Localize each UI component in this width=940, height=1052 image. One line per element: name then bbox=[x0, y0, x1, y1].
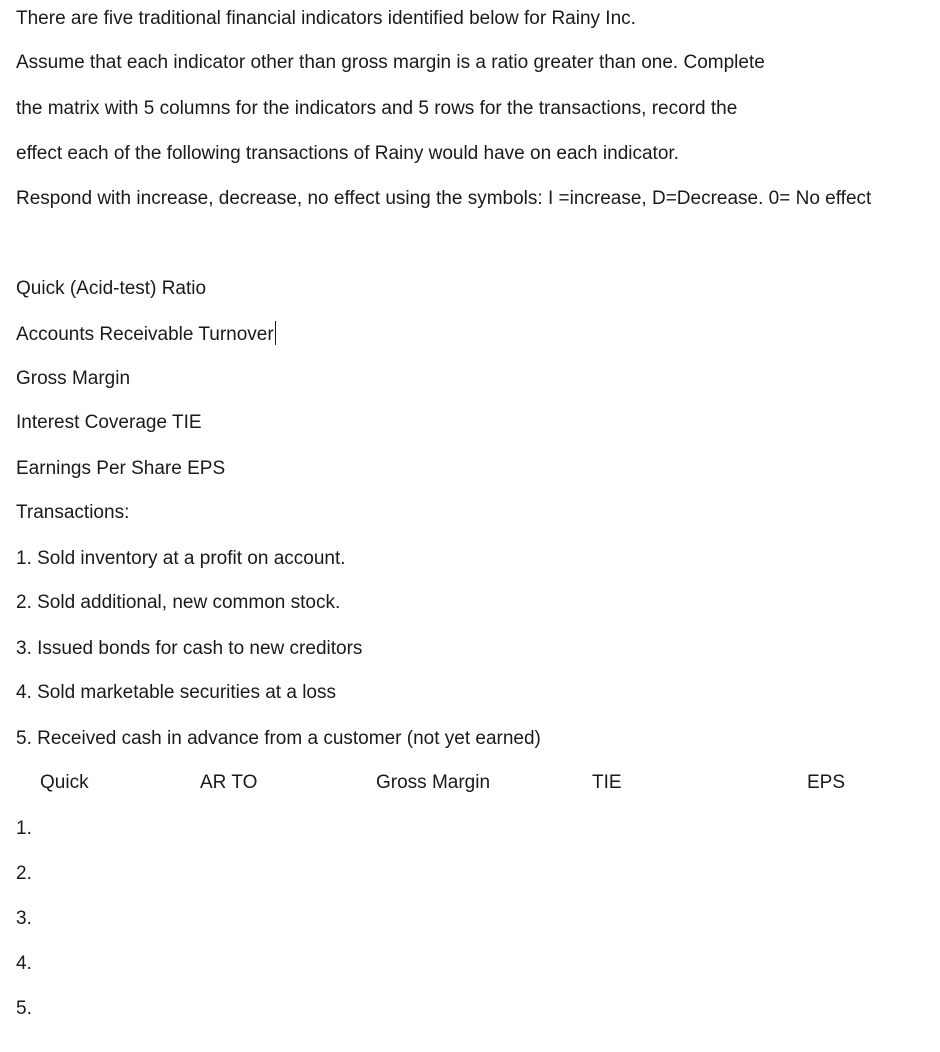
column-header-eps: EPS bbox=[807, 772, 846, 793]
matrix-row-5: 5. bbox=[16, 998, 32, 1019]
indicator-gross-margin: Gross Margin bbox=[16, 368, 131, 389]
column-header-ar-to: AR TO bbox=[200, 772, 258, 793]
transaction-item-3: 3. Issued bonds for cash to new creditors bbox=[16, 638, 363, 659]
transactions-label: Transactions: bbox=[16, 502, 130, 523]
matrix-row-3: 3. bbox=[16, 908, 32, 929]
transaction-item-1: 1. Sold inventory at a profit on account. bbox=[16, 548, 346, 569]
indicator-eps: Earnings Per Share EPS bbox=[16, 458, 226, 479]
column-header-tie: TIE bbox=[592, 772, 622, 793]
intro-line-3: the matrix with 5 columns for the indicators and 5 rows for the transactions, record the bbox=[16, 98, 738, 119]
indicator-quick-ratio: Quick (Acid-test) Ratio bbox=[16, 278, 207, 299]
matrix-row-4: 4. bbox=[16, 953, 32, 974]
matrix-row-2: 2. bbox=[16, 863, 32, 884]
column-header-gross-margin: Gross Margin bbox=[376, 772, 491, 793]
column-header-quick: Quick bbox=[40, 772, 89, 793]
intro-line-1: There are five traditional financial indicators identified below for Rainy Inc. bbox=[16, 8, 636, 29]
indicator-ar-turnover-line[interactable] bbox=[16, 321, 276, 347]
matrix-row-1: 1. bbox=[16, 818, 32, 839]
intro-line-4: effect each of the following transactions of Rainy would have on each indicator. bbox=[16, 143, 679, 164]
text-cursor bbox=[275, 321, 277, 345]
indicator-tie: Interest Coverage TIE bbox=[16, 412, 202, 433]
transaction-item-5: 5. Received cash in advance from a customer (not yet earned) bbox=[16, 728, 541, 749]
intro-line-2: Assume that each indicator other than gross margin is a ratio greater than one. Complete bbox=[16, 52, 765, 73]
intro-line-5: Respond with increase, decrease, no effect using the symbols: I =increase, D=Decrease. 0= No effect bbox=[16, 188, 872, 209]
indicator-ar-turnover: Accounts Receivable Turnover bbox=[16, 324, 274, 345]
transaction-item-4: 4. Sold marketable securities at a loss bbox=[16, 682, 336, 703]
transaction-item-2: 2. Sold additional, new common stock. bbox=[16, 592, 341, 613]
